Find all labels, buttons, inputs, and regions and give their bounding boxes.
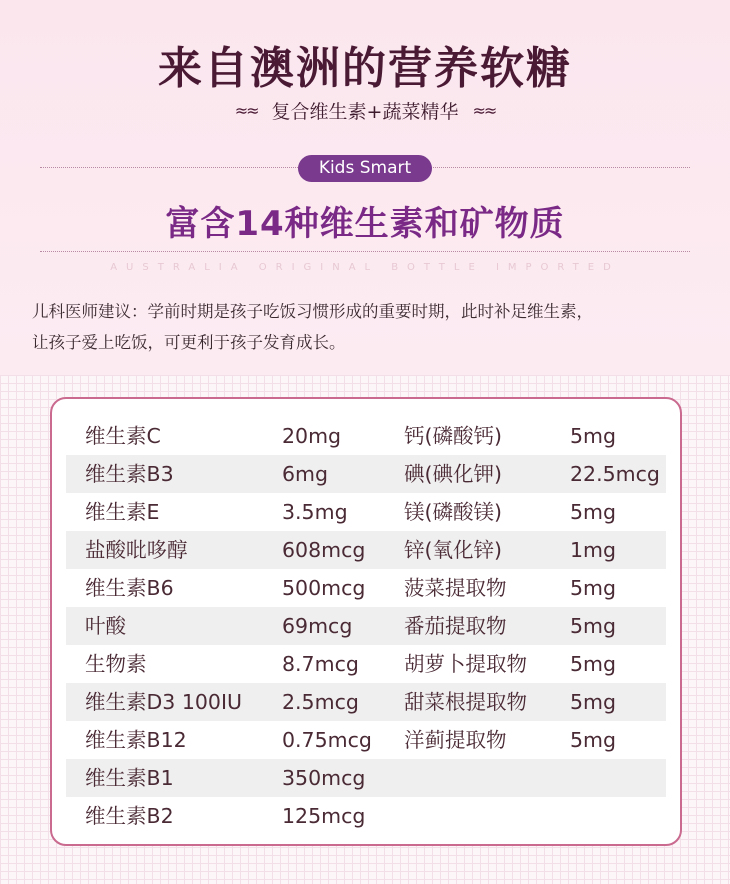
nutrient-name: 维生素E	[85, 500, 160, 524]
table-row	[66, 645, 666, 683]
advice-line-1: 儿科医师建议：学前时期是孩子吃饭习惯形成的重要时期，此时补足维生素，	[32, 302, 593, 321]
subtitle: 复合维生素+蔬菜精华	[271, 101, 459, 123]
advice-text	[32, 296, 702, 358]
nutrient-name: 胡萝卜提取物	[404, 652, 527, 676]
table-row	[66, 531, 666, 569]
nutrient-amount: 5mg	[570, 690, 617, 714]
nutrient-amount: 6mg	[282, 462, 329, 486]
nutrient-name: 维生素C	[85, 424, 161, 448]
table-row	[66, 493, 666, 531]
nutrient-name: 维生素B1	[85, 766, 174, 790]
headline: 富含14种维生素和矿物质	[165, 204, 565, 244]
table-row	[66, 683, 666, 721]
subtitle-row	[0, 97, 730, 124]
nutrient-amount: 2.5mcg	[282, 690, 359, 714]
brand-badge: Kids Smart	[298, 155, 432, 182]
nutrient-name: 生物素	[85, 652, 147, 676]
nutrient-name: 钙(磷酸钙)	[404, 424, 502, 448]
nutrient-name: 碘(碘化钾)	[404, 462, 502, 486]
nutrient-amount: 5mg	[570, 576, 617, 600]
nutrient-amount: 500mcg	[282, 576, 366, 600]
divider-bottom	[40, 251, 690, 252]
nutrient-amount: 125mcg	[282, 804, 366, 828]
nutrient-amount: 3.5mg	[282, 500, 348, 524]
nutrient-name: 维生素B6	[85, 576, 174, 600]
nutrient-name: 锌(氧化锌)	[404, 538, 502, 562]
page-title: 来自澳洲的营养软糖	[158, 43, 572, 94]
nutrient-name: 洋蓟提取物	[404, 728, 507, 752]
nutrient-amount: 350mcg	[282, 766, 366, 790]
nutrient-amount: 5mg	[570, 614, 617, 638]
table-row	[66, 797, 666, 835]
nutrient-name: 甜菜根提取物	[404, 690, 527, 714]
nutrient-name: 镁(磷酸镁)	[404, 500, 502, 524]
table-row	[66, 759, 666, 797]
table-row	[66, 455, 666, 493]
nutrient-name: 维生素B3	[85, 462, 174, 486]
nutrient-amount: 0.75mcg	[282, 728, 372, 752]
nutrient-name: 维生素B12	[85, 728, 187, 752]
nutrient-name: 维生素D3 100IU	[85, 690, 243, 714]
nutrient-amount: 608mcg	[282, 538, 366, 562]
nutrition-card	[50, 397, 682, 846]
nutrient-amount: 5mg	[570, 500, 617, 524]
nutrient-amount: 8.7mcg	[282, 652, 359, 676]
faint-watermark-text: AUSTRALIA ORIGINAL BOTTLE IMPORTED	[110, 262, 620, 273]
nutrient-name: 盐酸吡哆醇	[85, 538, 188, 562]
nutrient-amount: 69mcg	[282, 614, 353, 638]
nutrient-name: 叶酸	[85, 614, 126, 638]
nutrient-amount: 20mg	[282, 424, 342, 448]
advice-line-2: 让孩子爱上吃饭，可更利于孩子发育成长。	[32, 333, 346, 352]
nutrient-amount: 5mg	[570, 424, 617, 448]
table-row	[66, 417, 666, 455]
nutrient-amount: 5mg	[570, 728, 617, 752]
nutrient-name: 维生素B2	[85, 804, 174, 828]
wave-left-icon: ≈≈	[234, 101, 258, 120]
nutrient-name: 番茄提取物	[404, 614, 507, 638]
nutrient-name: 菠菜提取物	[404, 576, 507, 600]
nutrient-amount: 5mg	[570, 652, 617, 676]
wave-right-icon: ≈≈	[472, 101, 496, 120]
nutrient-amount: 1mg	[570, 538, 617, 562]
nutrient-amount: 22.5mcg	[570, 462, 660, 486]
table-row	[66, 607, 666, 645]
nutrition-table	[66, 417, 666, 835]
table-row	[66, 569, 666, 607]
table-row	[66, 721, 666, 759]
